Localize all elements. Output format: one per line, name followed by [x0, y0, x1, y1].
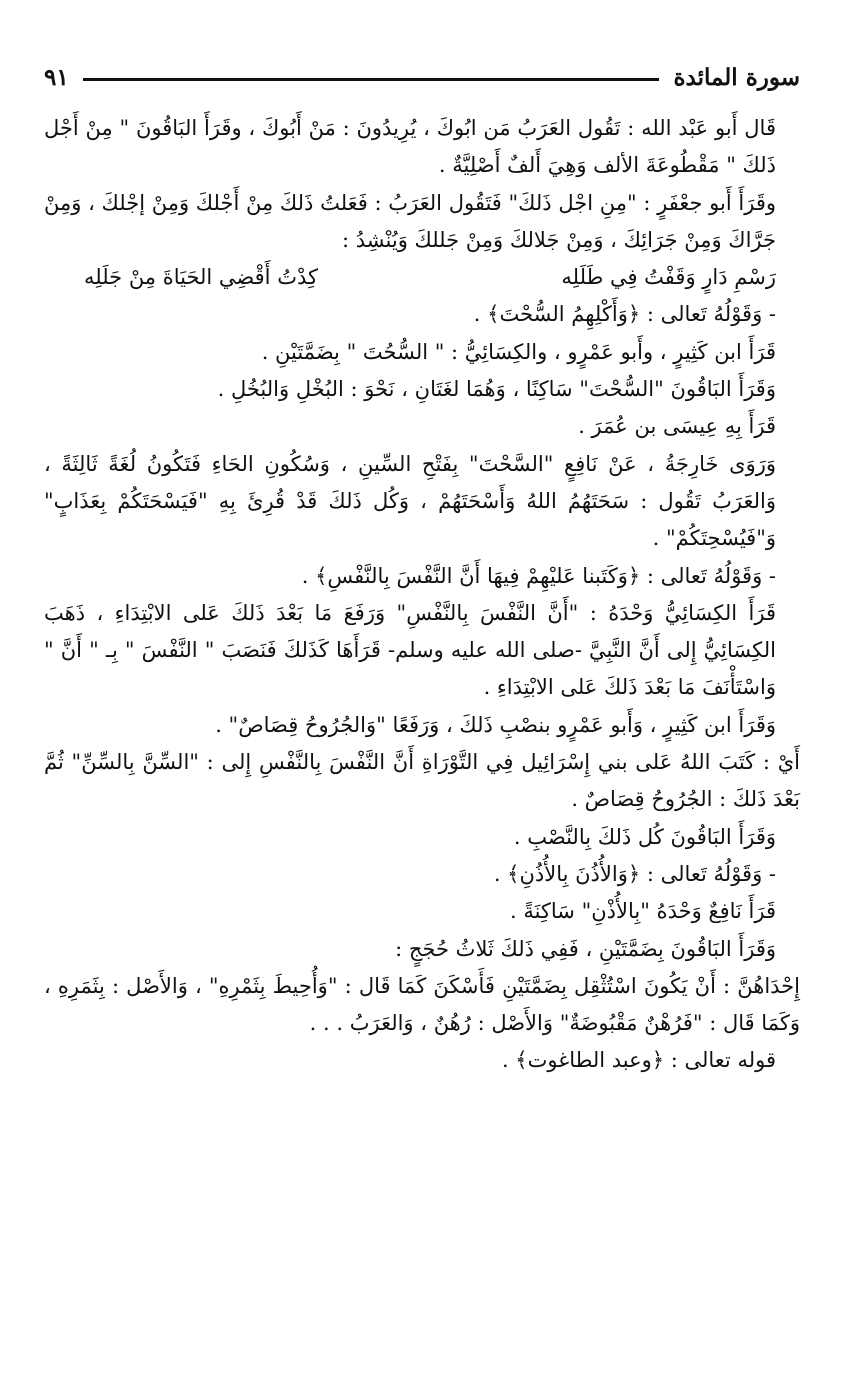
- page: [44, 58, 800, 1080]
- paragraph: - وَقَوْلُهُ تَعالى : ﴿وَالأُذُنَ بِالأُذُنِ﴾ .: [493, 861, 776, 886]
- paragraph: وقَرَأَ أَبو جعْفَرٍ : "مِنِ اجْل ذَلكَ" فَتَقُول العَرَبُ : فَعَلتُ ذَلكَ مِنْ أَجْلكَ وَمِنْ إجْلكَ ، وَمِنْ جَرَّاكَ وَمِنْ جَرَائِكَ ، وَمِنْ جَلالكَ وَمِنْ جَللكَ وَيُنْشِدُ :: [44, 190, 776, 252]
- paragraph: وَقَرَأَ البَاقُونَ "السُّحْتَ" سَاكِنًا ، وَهُمَا لغَتَانِ ، نَحْوَ : البُخْلِ وَالبُخُلِ .: [217, 377, 776, 402]
- surah-title: سورة المائدة: [673, 63, 800, 91]
- paragraph: قوله تعالى : ﴿وعبد الطاغوت﴾ .: [501, 1048, 776, 1073]
- verse-first-hemistich: رَسْمِ دَارٍ وَقَفْتُ فِي طَلَلِه: [561, 265, 776, 290]
- paragraph: وَقَرَأَ البَاقُونَ بِضَمَّتَيْنِ ، فَفِي ذَلكَ ثَلاثُ حُجَجٍ :: [395, 936, 776, 961]
- paragraph: قَال أَبو عَبْد الله : تَقُول العَرَبُ مَن ابُوكَ ، يُرِيدُونَ : مَنْ أَبُوكَ ، وقَرَأَ البَاقُونَ " مِنْ أَجْل ذَلكَ " مَقْطُوعَةَ الألف وَهِيَ أَلفٌ أَصْلِيَّةٌ .: [44, 116, 776, 178]
- paragraph: قَرَأَ الكِسَائِيُّ وَحْدَهُ : "أَنَّ النَّفْسَ بِالنَّفْسِ" وَرَفَعَ مَا بَعْدَ ذَلكَ عَلى الابْتِدَاءِ ، ذَهَبَ الكِسَائِيُّ إِلى أَنَّ النَّبِيَّ -صلى الله عليه وسلم- قَرَأَهَا كَذَلكَ فَنَصَبَ " النَّفْسَ " بِـ " أَنَّ " وَاسْتَأْنَفَ مَا بَعْدَ ذَلكَ عَلى الابْتِدَاءِ .: [44, 600, 776, 700]
- header-rule: [83, 78, 660, 81]
- paragraph: إِحْدَاهُنَّ : أَنْ يَكُونَ اسْتُثْقِل بِضَمَّتَيْنِ فَأَسْكَنَ كَمَا قَال : "وَأُحِيطَ بِثَمْرِهِ" ، وَالأَصْل : بِثَمَرِهِ ، وَكَمَا قَال : "فَرُهْنٌ مَقْبُوضَةٌ" وَالأَصْل : رُهُنٌ ، وَالعَرَبُ . . .: [44, 973, 800, 1036]
- paragraph: قَرَأَ نَافِعٌ وَحْدَهُ "بِالأُذْنِ" سَاكِنَةً .: [509, 899, 776, 924]
- paragraph: - وَقَوْلُهُ تَعالى : ﴿وَأَكْلِهِمُ السُّحْتَ﴾ .: [473, 302, 776, 327]
- body-text: [44, 110, 800, 1080]
- paragraph: وَقَرَأَ البَاقُونَ كُل ذَلكَ بِالنَّصْبِ .: [513, 824, 776, 849]
- paragraph: أَيْ : كَتَبَ اللهُ عَلى بني إِسْرَائِيل فِي التَّوْرَاةِ أَنَّ النَّفْسَ بِالنَّفْسِ إِلى : "السِّنَّ بِالسِّنِّ" ثُمَّ بَعْدَ ذَلكَ : الجُرُوحُ قِصَاصٌ .: [44, 750, 800, 812]
- poetry-verse: [44, 259, 800, 296]
- paragraph: وَرَوَى خَارِجَةُ ، عَنْ نَافِعٍ "السَّحْتَ" بِفَتْحِ السِّينِ ، وَسُكُونِ الحَاءِ فَتَكُونُ لُغَةً ثَالِثَةً ، وَالعَرَبُ تَقُول : سَحَتَهُمُ اللهُ وَأَسْحَتَهُمْ ، وَكُل ذَلكَ قَدْ قُرِئَ بِهِ "فَيَسْحَتَكُمْ بِعَذَابٍ" وَ"فَيُسْحِتَكُمْ" .: [44, 451, 776, 551]
- paragraph: قَرَأَ ابن كَثِيرٍ ، وأَبو عَمْرٍو ، والكِسَائِيُّ : " السُّحُتَ " بِضَمَّتَيْنِ .: [261, 339, 776, 364]
- page-header: [44, 58, 800, 96]
- paragraph: - وَقَوْلُهُ تَعالى : ﴿وَكَتَبنا عَليْهِمْ فِيهَا أَنَّ النَّفْسَ بِالنَّفْسِ﴾ .: [301, 563, 776, 588]
- paragraph: وَقَرَأَ ابن كَثِيرٍ ، وَأَبو عَمْرٍو بنصْبِ ذَلكَ ، وَرَفَعًا "وَالجُرُوحُ قِصَاصٌ" .: [215, 712, 776, 737]
- page-number: ٩١: [44, 63, 69, 91]
- paragraph: قَرَأَ بِهِ عِيسَى بن عُمَرَ .: [578, 414, 776, 439]
- verse-second-hemistich: كِدْتُ أَقْضِي الحَيَاةَ مِنْ جَلَلِه: [84, 265, 318, 290]
